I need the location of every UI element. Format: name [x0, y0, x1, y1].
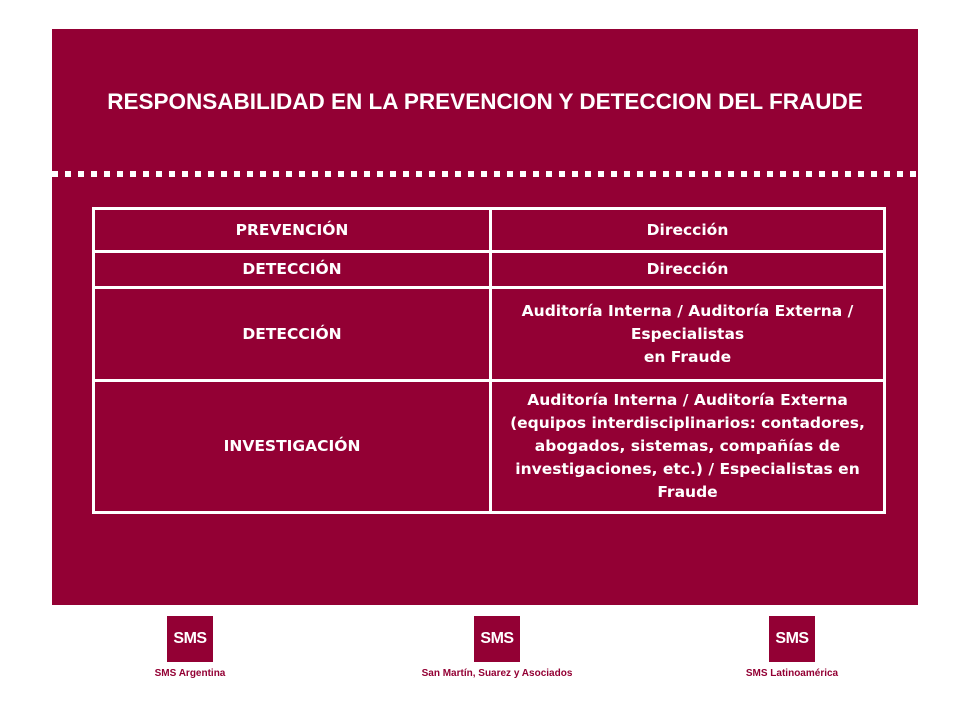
sms-logo-mark: SMS [167, 616, 213, 662]
dotted-divider [52, 171, 918, 177]
table-row [94, 381, 885, 513]
sms-logo-mark: SMS [769, 616, 815, 662]
slide-title: RESPONSABILIDAD EN LA PREVENCION Y DETECCION DEL FRAUDE [107, 89, 863, 114]
phase-cell: DETECCIÓN [94, 252, 491, 288]
responsible-text: Dirección [646, 260, 729, 278]
responsible-text: en Fraude [643, 347, 732, 366]
responsibility-table [92, 207, 886, 514]
responsible-cell [491, 288, 885, 381]
logo-caption: San Martín, Suarez y Asociados [421, 668, 573, 679]
logo-san-martin-suarez [397, 616, 597, 679]
phase-cell: DETECCIÓN [94, 288, 491, 381]
responsible-text: Dirección [646, 220, 729, 239]
responsible-text: Auditoría Interna / Auditoría Externa (equipos interdisciplinarios: contadores, abogados, sistemas, compañías de investigaciones, etc.) / Especialistas en Fraude [510, 391, 865, 501]
logo-sms-argentina [110, 616, 270, 679]
table-row [94, 209, 885, 252]
phase-cell: PREVENCIÓN [94, 209, 491, 252]
phase-cell: INVESTIGACIÓN [94, 381, 491, 513]
logo-sms-latinoamerica [712, 616, 872, 679]
table-row [94, 252, 885, 288]
responsible-cell [491, 252, 885, 288]
logo-caption: SMS Argentina [154, 668, 226, 679]
footer-logos [0, 616, 960, 686]
table-row [94, 288, 885, 381]
responsible-cell [491, 381, 885, 513]
slide-panel [52, 29, 918, 605]
logo-caption: SMS Latinoamérica [745, 668, 839, 679]
responsible-text: Auditoría Interna / Auditoría Externa / Especialistas [521, 301, 854, 343]
responsible-cell [491, 209, 885, 252]
sms-logo-mark: SMS [474, 616, 520, 662]
